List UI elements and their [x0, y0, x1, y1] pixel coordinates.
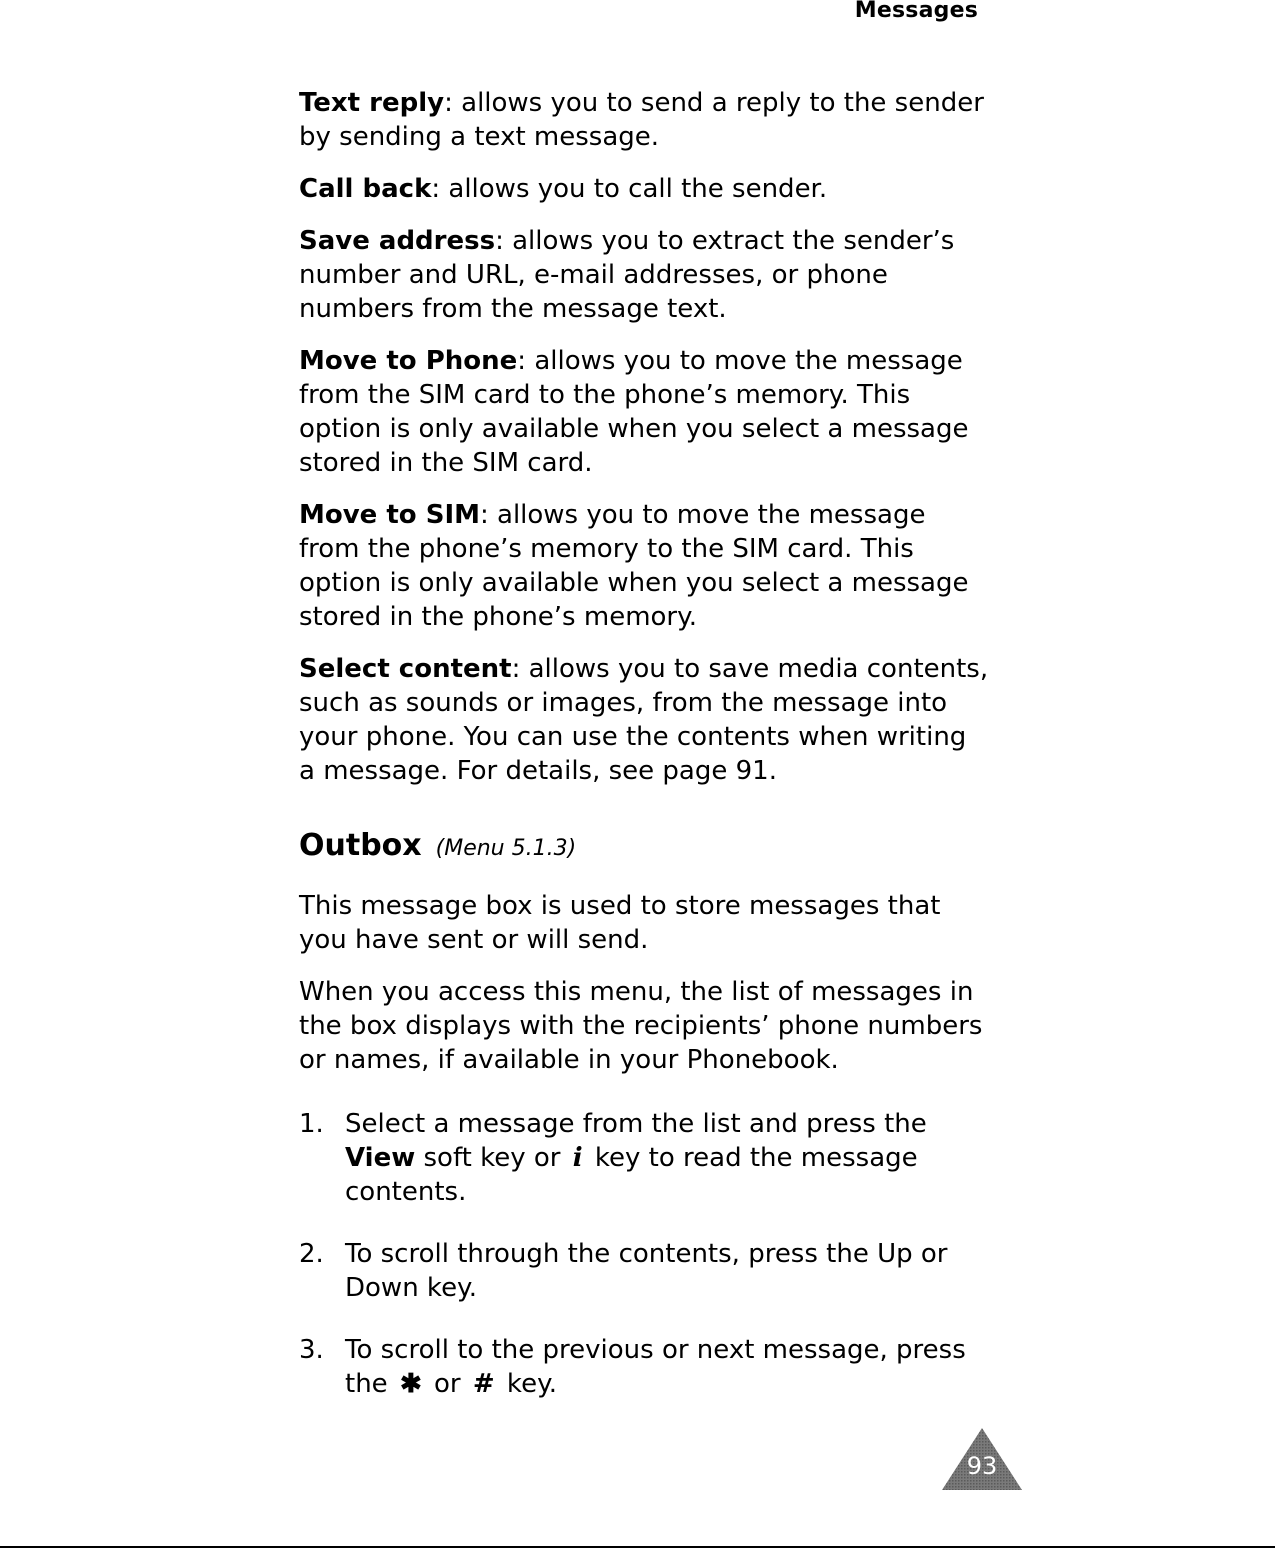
- step-number: 1.: [299, 1109, 324, 1139]
- step-text-end: key to read the message contents.: [345, 1143, 918, 1207]
- option-text-reply: [299, 86, 989, 154]
- step-text-start: To scroll to the previous or next message, press the: [345, 1335, 966, 1399]
- step-text: To scroll through the contents, press the Up or Down key.: [345, 1239, 948, 1303]
- option-description: : allows you to extract the sender’s number and URL, e-mail addresses, or phone numbers from the message text.: [299, 226, 955, 324]
- option-term: Select content: [299, 654, 512, 684]
- option-move-to-phone: [299, 344, 989, 480]
- view-soft-key-label: View: [345, 1143, 416, 1173]
- option-description: : allows you to save media contents, such as sounds or images, from the message into your phone. You can use the contents when writing a message. For details, see page 91.: [299, 654, 989, 786]
- info-key-icon: i: [572, 1143, 583, 1173]
- step-text-start: Select a message from the list and press the: [345, 1109, 927, 1139]
- step-text-middle: soft key or: [415, 1143, 569, 1173]
- option-term: Text reply: [299, 88, 445, 118]
- step-number: 3.: [299, 1335, 324, 1365]
- option-description: : allows you to move the message from the phone’s memory to the SIM card. This option is only available when you select a message stored in the phone’s memory.: [299, 500, 969, 632]
- option-description: : allows you to move the message from the SIM card to the phone’s memory. This option is only available when you select a message stored in the SIM card.: [299, 346, 969, 478]
- option-select-content: [299, 652, 989, 788]
- page-number: 93: [966, 1452, 998, 1480]
- steps-list: [299, 1107, 989, 1401]
- option-term: Move to SIM: [299, 500, 480, 530]
- option-term: Move to Phone: [299, 346, 518, 376]
- menu-reference: (Menu 5.1.3): [435, 836, 577, 861]
- page-number-badge: [940, 1426, 1024, 1492]
- running-header: Messages: [854, 0, 978, 23]
- step-3: [299, 1333, 989, 1401]
- step-2: [299, 1237, 989, 1305]
- outbox-intro: This message box is used to store messages that you have sent or will send.: [299, 891, 941, 955]
- option-save-address: [299, 224, 989, 326]
- outbox-description: When you access this menu, the list of messages in the box displays with the recipients’ phone numbers or names, if available in your Phonebook.: [299, 977, 983, 1075]
- step-text-middle: or: [425, 1369, 469, 1399]
- step-number: 2.: [299, 1239, 324, 1269]
- step-text-end: key.: [498, 1369, 558, 1399]
- section-heading-outbox: [299, 826, 989, 869]
- section-title: Outbox: [299, 828, 422, 863]
- option-description: : allows you to send a reply to the sender by sending a text message.: [299, 88, 984, 152]
- footer-rule: [0, 1546, 1275, 1548]
- option-description: : allows you to call the sender.: [431, 174, 828, 204]
- option-call-back: [299, 172, 989, 206]
- page-content: [299, 86, 989, 1429]
- option-term: Save address: [299, 226, 496, 256]
- option-term: Call back: [299, 174, 432, 204]
- option-move-to-sim: [299, 498, 989, 634]
- step-1: [299, 1107, 989, 1209]
- hash-key-icon: #: [472, 1369, 495, 1399]
- star-key-icon: ✱: [399, 1369, 422, 1399]
